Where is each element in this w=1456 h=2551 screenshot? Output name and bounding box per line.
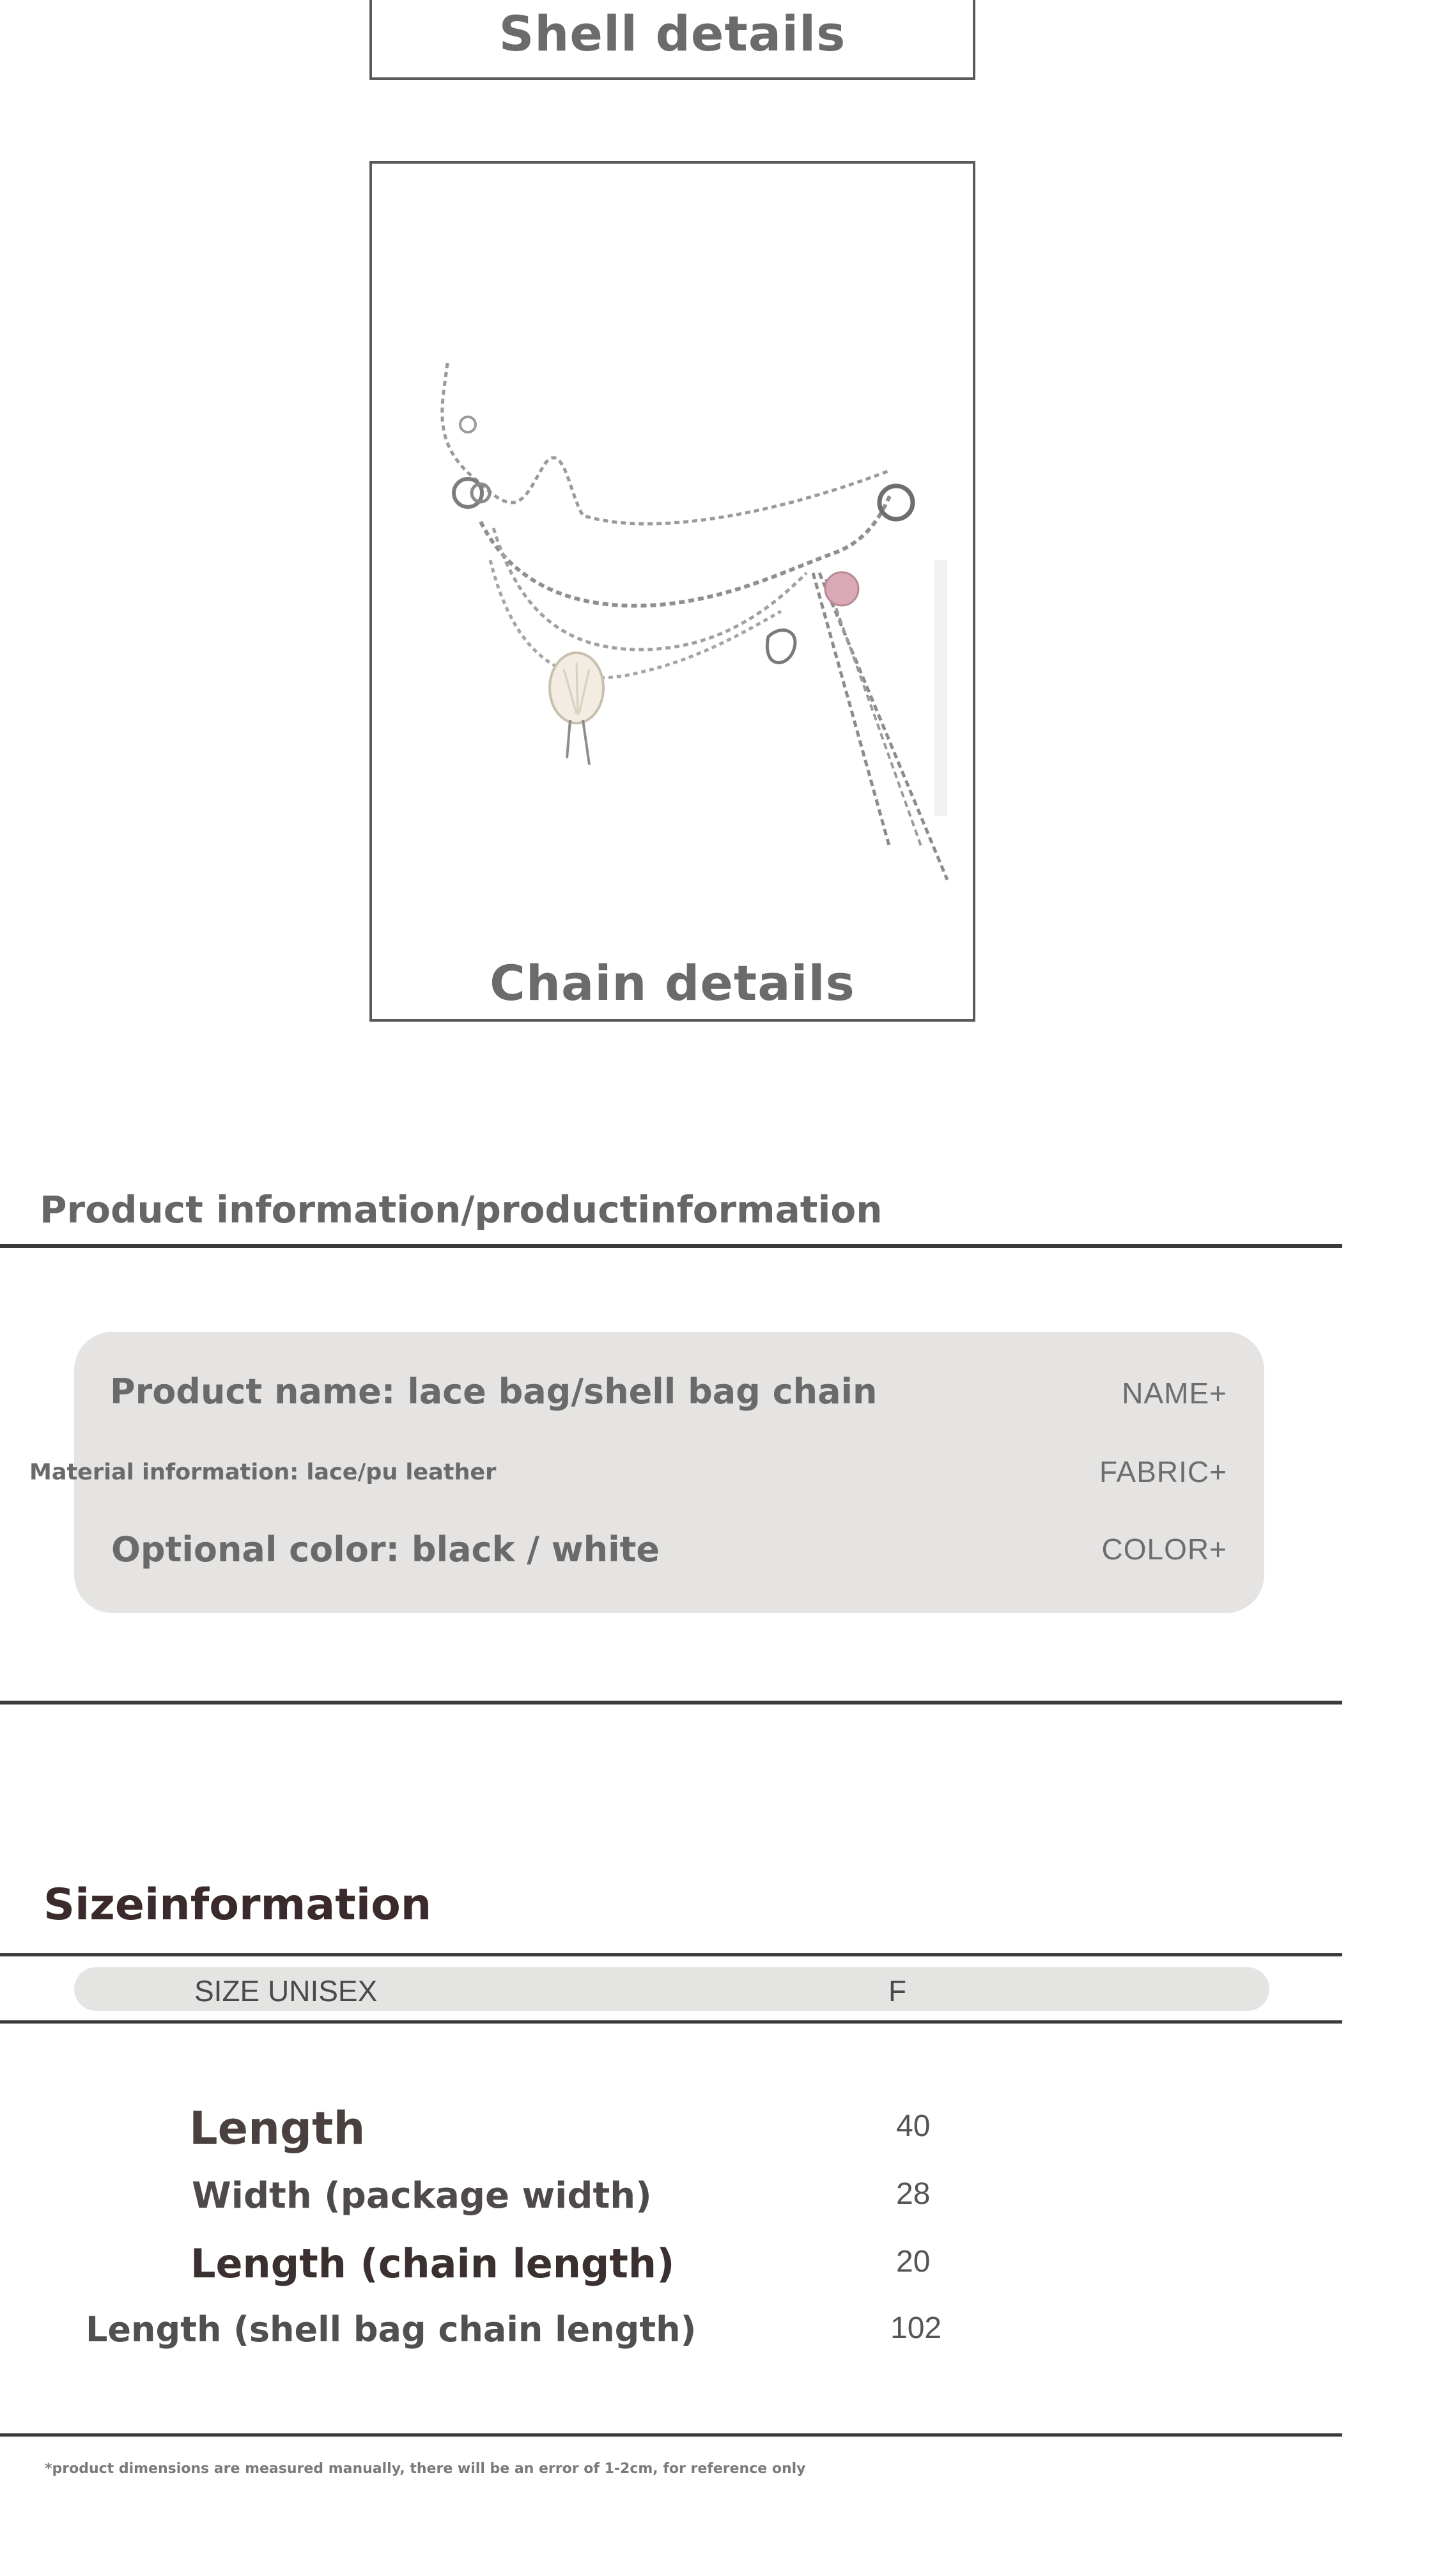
size-value-shell-chain-length: 102 <box>890 2311 942 2345</box>
shell-details-caption: Shell details <box>499 5 846 62</box>
size-label-shell-chain-length: Length (shell bag chain length) <box>86 2309 697 2350</box>
chain-strand <box>442 363 890 524</box>
pink-charm <box>825 572 858 605</box>
color-tag: COLOR+ <box>1101 1533 1227 1566</box>
material-info-text: Material information: lace/pu leather <box>29 1460 497 1485</box>
divider <box>0 2020 1342 2024</box>
tassel-strand <box>819 573 947 880</box>
divider <box>0 1244 1342 1248</box>
color-option-text: Optional color: black / white <box>111 1529 660 1570</box>
divider <box>0 1953 1342 1956</box>
size-header-label: SIZE UNISEX <box>194 1974 378 2008</box>
ring-clasp <box>460 417 476 432</box>
divider <box>0 1701 1342 1705</box>
size-label-width: Width (package width) <box>192 2175 652 2217</box>
shell-details-photo <box>369 0 975 80</box>
size-header-value: F <box>888 1974 907 2008</box>
size-info-heading: Sizeinformation <box>43 1880 432 1930</box>
chain-details-caption: Chain details <box>490 955 855 1011</box>
divider <box>0 2433 1342 2437</box>
silver-charm <box>767 630 795 663</box>
chain-details-photo <box>369 161 975 1022</box>
product-info-heading: Product information/productinformation <box>40 1188 883 1231</box>
name-tag: NAME+ <box>1122 1377 1227 1410</box>
size-value-chain-length: 20 <box>896 2245 931 2279</box>
chain-illustration <box>372 164 973 1019</box>
size-value-length: 40 <box>896 2109 931 2143</box>
size-label-length: Length <box>189 2102 366 2155</box>
chain-strand <box>493 528 807 650</box>
tassel-strand <box>826 579 922 848</box>
ring-clasp <box>879 486 913 519</box>
measurement-footnote: *product dimensions are measured manually, there will be an error of 1-2cm, for reference only <box>45 2461 806 2477</box>
product-name-text: Product name: lace bag/shell bag chain <box>110 1371 878 1412</box>
chain-strand <box>490 560 781 678</box>
fabric-tag: FABRIC+ <box>1099 1455 1227 1488</box>
shell-dangle <box>567 720 589 765</box>
size-value-width: 28 <box>896 2177 931 2211</box>
size-label-chain-length: Length (chain length) <box>190 2240 675 2287</box>
